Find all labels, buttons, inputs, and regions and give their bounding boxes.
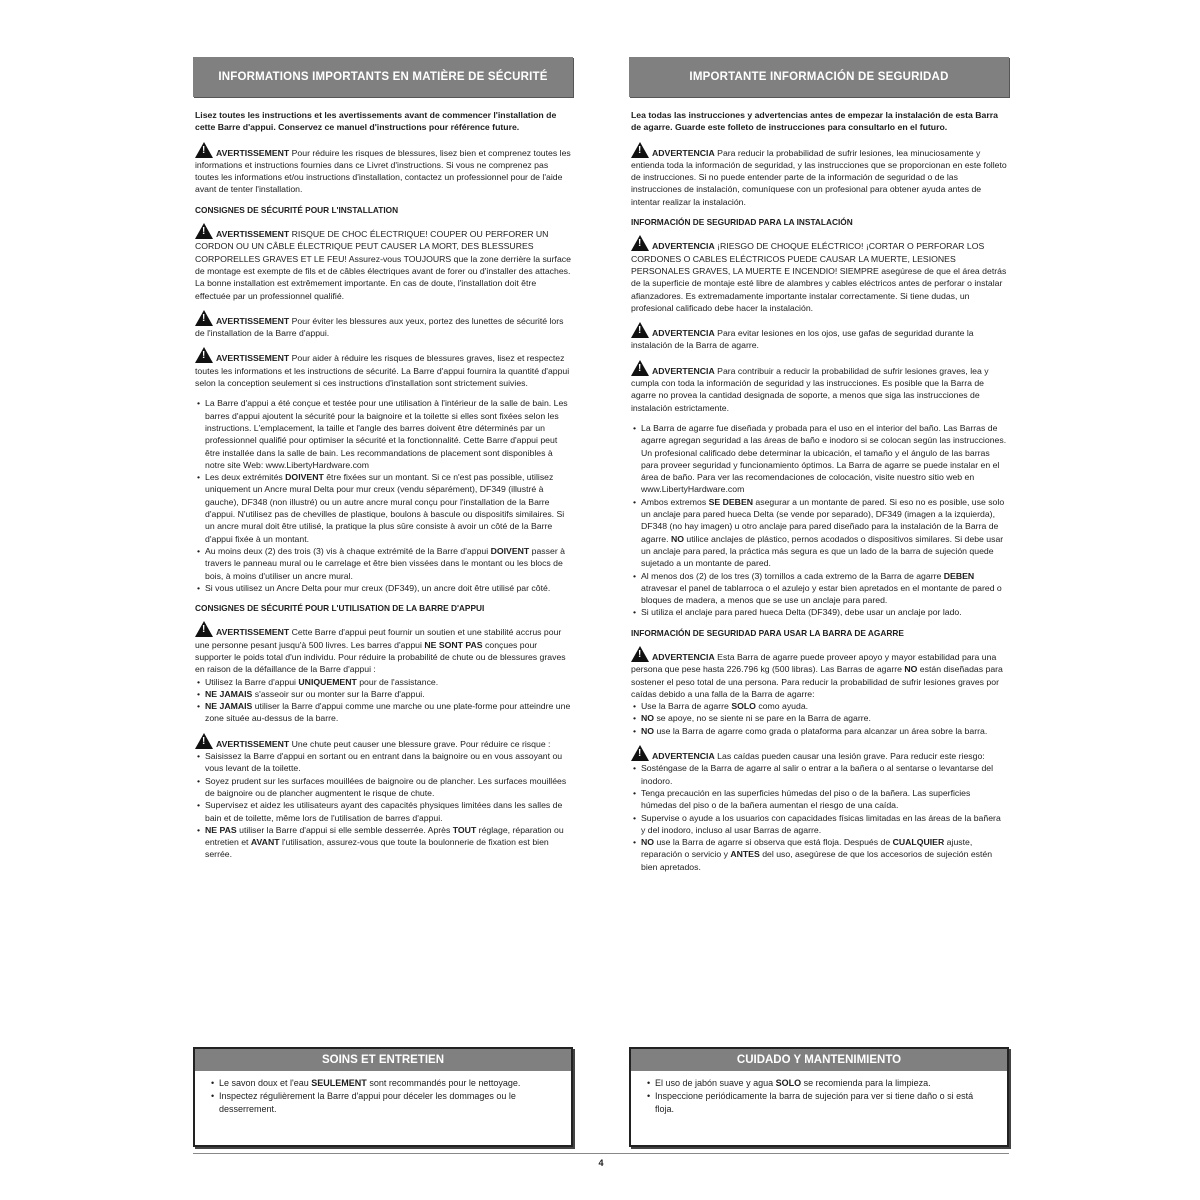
text-run: utiliser la Barre d'appui si elle semble desserrée. Après <box>236 824 453 835</box>
text-run: atravesar el panel de tablarroca o el azulejo y estar bien apretados en el montante de pared o bloques de madera, a menos que se use un anclaje para pared. <box>641 582 1002 606</box>
warning-label: AVERTISSEMENT <box>216 315 290 326</box>
subsection-heading: INFORMACIÓN DE SEGURIDAD PARA LA INSTALACIÓN <box>631 217 853 228</box>
emphasis-text: TOUT <box>452 824 477 835</box>
text-run: La Barre d'appui a été conçue et testée pour une utilisation à l'intérieur de la salle de bain. Les barres d'appui ajoutent la sécurité pour la baignoire et la toilette si elles sont fixées selon les instructions. L'emplacement, la taille et l'angle des barres doivent être déterminés par un professionnel qualifié pour optimiser la sécurité et la fonctionnalité. Cette Barre d'appui peut être installée dans la salle de bain. Les recommandations de placement sont disponibles à notre site Web: www.LibertyHardware.com <box>205 398 568 470</box>
text-run: passer à travers le panneau mural ou le carrelage et être bien vissées dans le montant ou les blocs de bois, à moins d'utiliser un ancre mural. <box>205 545 565 581</box>
text-run: Esta Barra de agarre puede proveer apoyo y mayor estabilidad para una persona que pese hasta 226.796 kg (500 libras). Las Barras de agarre <box>631 651 997 675</box>
text-run: conçues pour supporter le poids total d'un individu. Pour réduire la probabilité de chute ou de blessures graves en raison de la défaillance de la Barre d'appui : <box>195 639 566 675</box>
spanish-section-title: IMPORTANTE INFORMACIÓN DE SEGURIDAD <box>629 57 1009 97</box>
text-run: Para reducir la probabilidad de sufrir lesiones, lea minuciosamente y entienda toda la información de seguridad, y las instrucciones que se proporcionan en este folleto de instrucciones. Si no puede entender parte de la información de seguridad o de las instrucciones de instalación, comuníquese con un profesional para obtener ayuda antes de intentar realizar la instalación. <box>631 147 1007 207</box>
warning-label: ADVERTENCIA <box>652 328 715 339</box>
bullet-list <box>195 676 571 725</box>
text-run: pour de l'assistance. <box>356 676 439 687</box>
emphasis-text: SOLO <box>775 1078 802 1088</box>
list-item <box>205 397 571 471</box>
list-item <box>205 824 571 861</box>
warning-triangle-icon <box>195 621 213 637</box>
warning-triangle-icon <box>631 322 649 338</box>
emphasis-text: NE JAMAIS <box>205 701 253 712</box>
text-run: como ayuda. <box>755 701 809 712</box>
french-care-box <box>193 1047 573 1147</box>
text-run: réglage, réparation ou entretien et <box>205 824 564 848</box>
list-item <box>641 496 1007 570</box>
warning-triangle-icon <box>195 733 213 749</box>
list-item <box>641 712 1007 724</box>
emphasis-text: UNIQUEMENT <box>298 676 357 687</box>
care-list <box>631 1071 1007 1116</box>
text-run: Utilisez la Barre d'appui <box>205 676 299 687</box>
emphasis-text: NE SONT PAS <box>424 639 483 650</box>
warning-block <box>195 310 571 340</box>
list-item <box>655 1090 993 1116</box>
text-run: del uso, asegúrese de que los accesorios de sujeción estén bien apretados. <box>641 849 993 872</box>
text-run: Ambos extremos <box>641 496 709 507</box>
text-run: Tenga precaución en las superficies húmedas del piso o de la bañera. Las superficies húmedas del piso o de la bañera aumentan el riesgo de una caída. <box>641 787 971 811</box>
text-run: se apoye, no se siente ni se pare en la Barra de agarre. <box>654 713 871 724</box>
text-run: utilice anclajes de plástico, pernos acodados o dispositivos similares. Si debe usar un anclaje para pared, la práctica más segura es que un lado de la barra de sujeción quede sujetado a un montante de pared. <box>641 533 1004 569</box>
emphasis-text: ANTES <box>730 849 760 860</box>
list-item <box>205 799 571 824</box>
warning-label: ADVERTENCIA <box>652 147 715 158</box>
emphasis-text: AVANT <box>250 837 280 848</box>
warning-triangle-icon <box>195 223 213 239</box>
text-run: Pour réduire les risques de blessures, lisez bien et comprenez toutes les informations et instructions fournies dans ce Livret d'instructions. Si vous ne comprenez pas toutes les informations et/ou instructions d'installation, contactez un professionnel pour de l'aide avant de tenter l'installation. <box>195 147 571 195</box>
text-run: utiliser la Barre d'appui comme une marche ou une plate-forme pour atteindre une zone située au-dessus de la barre. <box>205 701 571 724</box>
emphasis-text: SOLO <box>731 701 756 712</box>
text-run: Las caídas pueden causar una lesión grave. Para reducir este riesgo: <box>714 751 985 762</box>
text-run: Para evitar lesiones en los ojos, use gafas de seguridad durante la instalación de la Barra de agarre. <box>631 328 974 351</box>
emphasis-text: NO <box>641 837 655 848</box>
french-body <box>193 109 573 861</box>
warning-label: AVERTISSEMENT <box>216 147 290 158</box>
text-run: se recomienda para la limpieza. <box>801 1078 931 1088</box>
text-run: La Barra de agarre fue diseñada y probada para el uso en el interior del baño. Las Barras de agarre agregan seguridad a las áreas de baño e inodoro si se colocan según las instrucciones. Un profesional calificado debe determinar la ubicación, el tamaño y el ángulo de las barras para proveer seguridad y funcionamiento óptimos. La Barra de agarre se puede instalar en el área de baño. Para ver las recomendaciones de colocación, visite nuestro sitio web en www.LibertyHardware.com <box>641 422 1007 495</box>
warning-triangle-icon <box>631 142 649 158</box>
warning-block <box>195 733 571 861</box>
warning-label: ADVERTENCIA <box>652 751 715 762</box>
text-run: Les deux extrémités <box>205 472 286 483</box>
text-run: Pour éviter les blessures aux yeux, portez des lunettes de sécurité lors de l'installation de la Barre d'appui. <box>195 315 564 339</box>
text-run: están diseñadas para sostener el peso total de una persona. Para reducir la probabilidad de sufrir lesiones graves por caídas debido a una falla de la Barra de agarre: <box>631 664 1003 699</box>
intro-paragraph: Lisez toutes les instructions et les avertissements avant de commencer l'installation de cette Barre d'appui. Conservez ce manuel d'instructions pour référence future. <box>195 110 557 133</box>
list-item <box>205 688 571 700</box>
emphasis-text: NO <box>641 713 655 724</box>
bullet-list <box>195 750 571 861</box>
list-item <box>205 700 571 725</box>
emphasis-text: NO <box>904 664 918 675</box>
text-run: Inspeccione periódicamente la barra de sujeción para ver si tiene daño o si está floja. <box>655 1091 974 1114</box>
warning-label: ADVERTENCIA <box>652 651 715 662</box>
intro-paragraph: Lea todas las instrucciones y advertencias antes de empezar la instalación de esta Barra de agarre. Guarde este folleto de instrucciones para consultarlo en el futuro. <box>631 110 998 133</box>
warning-block <box>631 142 1007 208</box>
text-run: Sosténgase de la Barra de agarre al salir o entrar a la bañera o al sentarse o levantarse del inodoro. <box>641 763 994 786</box>
bullet-list <box>631 762 1007 873</box>
list-item <box>641 606 1007 618</box>
list-item <box>205 750 571 775</box>
french-section-title: INFORMATIONS IMPORTANTS EN MATIÈRE DE SÉCURITÉ <box>193 57 573 97</box>
warning-block <box>631 646 1007 737</box>
list-item <box>205 582 571 594</box>
text-run: Au moins deux (2) des trois (3) vis à chaque extrémité de la Barre d'appui <box>205 545 491 556</box>
subsection-heading: CONSIGNES DE SÉCURITÉ POUR L'INSTALLATION <box>195 204 399 215</box>
warning-triangle-icon <box>631 745 649 761</box>
list-item <box>655 1077 993 1090</box>
list-item <box>219 1090 557 1116</box>
care-title: SOINS ET ENTRETIEN <box>195 1049 571 1071</box>
text-run: asegurar a un montante de pared. Si eso no es posible, use solo un anclaje para pared hueca Delta (se vende por separado), DF349 (imagen a la izquierda), DF348 (no hay imagen) u otro anclaje para pared diseñado para la instalación de la Barra de agarre. <box>641 496 1005 544</box>
text-run: Supervise o ayude a los usuarios con capacidades físicas limitadas en las áreas de la bañera y del inodoro, incluso al usar Barras de agarre. <box>641 812 1001 835</box>
emphasis-text: DOIVENT <box>490 545 530 556</box>
emphasis-text: NE PAS <box>205 824 237 835</box>
list-item <box>641 700 1007 712</box>
warning-block <box>195 621 571 724</box>
warning-block <box>195 347 571 389</box>
warning-label: AVERTISSEMENT <box>216 229 290 240</box>
warning-label: ADVERTENCIA <box>652 365 715 376</box>
warning-block <box>631 745 1007 873</box>
french-column <box>193 57 573 869</box>
emphasis-text: CUALQUIER <box>892 837 945 848</box>
warning-triangle-icon <box>195 347 213 363</box>
text-run: Inspectez régulièrement la Barre d'appui pour déceler les dommages ou le desserrement. <box>219 1091 516 1114</box>
warning-triangle-icon <box>195 142 213 158</box>
list-item <box>641 725 1007 737</box>
list-item <box>641 570 1007 607</box>
page-number: 4 <box>598 1158 604 1168</box>
emphasis-text: DOIVENT <box>285 472 324 483</box>
text-run: sont recommandés pour le nettoyage. <box>366 1078 521 1088</box>
text-run: Supervisez et aidez les utilisateurs ayant des capacités physiques limitées dans les salles de bain et de toilette, même lors de l'utilisation de barres d'appui. <box>205 800 563 823</box>
text-run: use la Barra de agarre como grada o plataforma para alcanzar un área sobre la barra. <box>654 725 988 736</box>
list-item <box>205 471 571 545</box>
emphasis-text: SE DEBEN <box>708 496 754 507</box>
spanish-column <box>629 57 1009 881</box>
text-run: use la Barra de agarre si observa que está floja. Después de <box>654 837 893 848</box>
text-run: Saisissez la Barre d'appui en sortant ou en entrant dans la baignoire ou en vous assoyant ou vous levant de la toilette. <box>205 751 563 774</box>
emphasis-text: NE JAMAIS <box>205 688 253 699</box>
list-item <box>205 676 571 688</box>
list-item <box>205 545 571 582</box>
warning-triangle-icon <box>195 310 213 326</box>
text-run: RISQUE DE CHOC ÉLECTRIQUE! COUPER OU PERFORER UN CORDON OU UN CÂBLE ÉLECTRIQUE PEUT CAUSER LA MORT, DES BLESSURES CORPORELLES GRAVES ET LE FEU! Assurez-vous TOUJOURS que la zone derrière la surface de montage est exempte de fils et de câbles électriques avant de forer ou d'installer des attaches. La bonne installation est extrêmement importante. En cas de doute, l'installation doit être effectuée par un professionnel qualifié. <box>195 229 571 301</box>
list-item <box>641 787 1007 812</box>
warning-label: AVERTISSEMENT <box>216 627 290 638</box>
emphasis-text: NO <box>670 533 684 544</box>
warning-block <box>631 322 1007 352</box>
list-item <box>641 812 1007 837</box>
text-run: ajuste, reparación o servicio y <box>641 837 973 860</box>
warning-triangle-icon <box>631 235 649 251</box>
list-item <box>205 775 571 800</box>
footer-divider <box>193 1153 1009 1154</box>
text-run: El uso de jabón suave y agua <box>655 1078 776 1088</box>
text-run: Soyez prudent sur les surfaces mouillées de baignoire ou de plancher. Les surfaces mouillées de baignoire ou de plancher augmentent le risque de chute. <box>205 775 567 798</box>
text-run: l'utilisation, assurez-vous que toute la boulonnerie de fixation est bien serrée. <box>205 837 549 860</box>
emphasis-text: NO <box>641 725 655 736</box>
warning-triangle-icon <box>631 646 649 662</box>
warning-block <box>195 142 571 196</box>
subsection-heading: INFORMACIÓN DE SEGURIDAD PARA USAR LA BARRA DE AGARRE <box>631 627 904 638</box>
text-run: Al menos dos (2) de los tres (3) tornillos a cada extremo de la Barra de agarre <box>641 570 944 581</box>
warning-block <box>631 360 1007 414</box>
care-title: CUIDADO Y MANTENIMIENTO <box>631 1049 1007 1071</box>
text-run: Si utiliza el anclaje para pared hueca Delta (DF349), debe usar un anclaje por lado. <box>641 607 962 618</box>
text-run: s'asseoir sur ou monter sur la Barre d'appui. <box>252 688 425 699</box>
warning-block <box>631 235 1007 314</box>
bullet-list <box>195 397 571 594</box>
warning-block <box>195 223 571 302</box>
list-item <box>641 762 1007 787</box>
list-item <box>641 422 1007 496</box>
emphasis-text: SEULEMENT <box>311 1078 367 1088</box>
text-run: être fixées sur un montant. Si ce n'est pas possible, utilisez uniquement un Ancre mural Delta pour mur creux (vendu séparément), DF349 (illustré à gauche), DF348 (non illustré) ou un autre ancre mural conçu pour l'installation de la Barre d'appui. N'utilisez pas de chevilles de plastique, boulons à bascule ou dispositifs similaires. Si un ancre mural doit être utilisé, la pratique la plus sûre consiste à avoir un côté de la Barre d'appui fixée à un montant. <box>205 472 565 544</box>
text-run: Use la Barra de agarre <box>641 701 732 712</box>
list-item <box>219 1077 557 1090</box>
warning-triangle-icon <box>631 360 649 376</box>
care-list <box>195 1071 571 1116</box>
text-run: ¡RIESGO DE CHOQUE ELÉCTRICO! ¡CORTAR O PERFORAR LOS CORDONES O CABLES ELÉCTRICOS PUEDE CAUSAR LA MUERTE, LESIONES PERSONALES GRAVES, LA MUERTE E INCENDIO! SIEMPRE asegúrese de que el área detrás de la superficie de montaje esté libre de alambres y cables eléctricos antes de perforar o instalar afianzadores. Es extremadamente importante instalar correctamente. Si tiene dudas, un profesional calificado debe hacer la instalación. <box>631 241 1007 313</box>
text-run: Le savon doux et l'eau <box>219 1078 312 1088</box>
bullet-list <box>631 422 1007 619</box>
warning-label: ADVERTENCIA <box>652 241 715 252</box>
list-item <box>641 836 1007 873</box>
subsection-heading: CONSIGNES DE SÉCURITÉ POUR L'UTILISATION DE LA BARRE D'APPUI <box>195 603 485 614</box>
text-run: Une chute peut causer une blessure grave. Pour réduire ce risque : <box>289 738 551 749</box>
bullet-list <box>631 700 1007 737</box>
text-run: Pour aider à réduire les risques de blessures graves, lisez et respectez toutes les informations et les instructions de sécurité. La Barre d'appui fournira la quantité d'appui selon la conception seulement si ces instructions d'installation sont strictement suivies. <box>195 353 570 389</box>
spanish-body <box>629 109 1009 873</box>
emphasis-text: DEBEN <box>943 570 975 581</box>
spanish-care-box <box>629 1047 1009 1147</box>
text-run: Cette Barre d'appui peut fournir un soutien et une stabilité accrus pour une personne pesant jusqu'à 500 livres. Les barres d'appui <box>195 627 562 650</box>
text-run: Para contribuir a reducir la probabilidad de sufrir lesiones graves, lea y cumpla con toda la información de seguridad y las instrucciones. Es posible que la Barra de agarre no provea la cantidad designada de soporte, a menos que siga las instrucciones de instalación estrictamente. <box>631 365 989 413</box>
warning-label: AVERTISSEMENT <box>216 738 290 749</box>
text-run: Si vous utilisez un Ancre Delta pour mur creux (DF349), un ancre doit être utilisé par côté. <box>205 582 551 593</box>
warning-label: AVERTISSEMENT <box>216 353 290 364</box>
